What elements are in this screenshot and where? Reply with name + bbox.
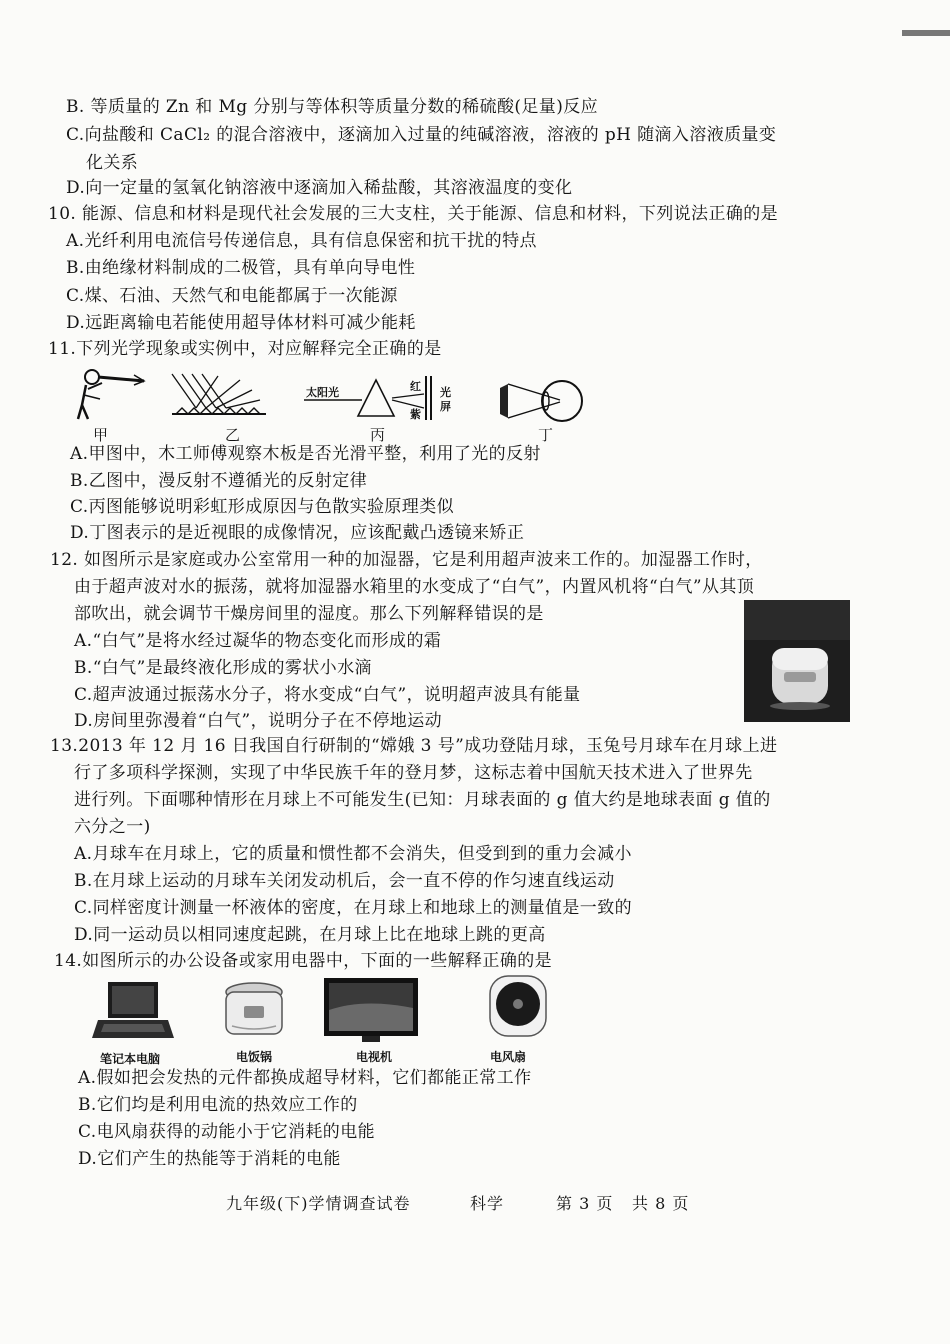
rice-cooker-photo bbox=[222, 980, 286, 1042]
q10-option-a: A.光纤利用电流信号传递信息，具有信息保密和抗干扰的特点 bbox=[66, 231, 537, 251]
figure-bing-screen-label-2: 屏 bbox=[440, 400, 451, 413]
figure-bing-screen-label-1: 光 bbox=[440, 386, 451, 399]
figure-bing-red-label: 红 bbox=[410, 380, 421, 393]
q10-option-d: D.远距离输电若能使用超导体材料可减少能耗 bbox=[66, 313, 416, 333]
q12-option-a: A.“白气”是将水经过凝华的物态变化而形成的霜 bbox=[74, 631, 442, 651]
q12-stem-line-3: 部吹出，就会调节干燥房间里的湿度。那么下列解释错误的是 bbox=[74, 604, 544, 624]
q12-stem-line-1: 12. 如图所示是家庭或办公室常用一种的加湿器，它是利用超声波来工作的。加湿器工作时， bbox=[50, 550, 763, 570]
footer-subject: 科学 bbox=[470, 1194, 505, 1213]
q10-stem: 10. 能源、信息和材料是现代社会发展的三大支柱，关于能源、信息和材料，下列说法正确的是 bbox=[48, 204, 779, 224]
footer-total-pages: 共 8 页 bbox=[632, 1194, 690, 1213]
q14-option-a: A.假如把会发热的元件都换成超导材料，它们都能正常工作 bbox=[78, 1068, 532, 1088]
q11-option-c: C.丙图能够说明彩虹形成原因与色散实验原理类似 bbox=[70, 497, 455, 517]
figure-ding-label: 丁 bbox=[538, 426, 554, 444]
q13-stem-line-1: 13.2013 年 12 月 16 日我国自行研制的“嫦娥 3 号”成功登陆月球，玉兔号月球车在月球上进 bbox=[50, 736, 778, 756]
figure-yi-diffuse-reflection bbox=[168, 370, 272, 418]
q11-option-b: B.乙图中，漫反射不遵循光的反射定律 bbox=[70, 471, 368, 491]
q9-option-c-continued: 化关系 bbox=[86, 153, 139, 173]
q13-stem-line-4: 六分之一) bbox=[74, 817, 151, 837]
figure-bing-label: 丙 bbox=[370, 426, 386, 444]
electric-fan-caption: 电风扇 bbox=[490, 1050, 527, 1064]
q9-option-b: B. 等质量的 Zn 和 Mg 分别与等体积等质量分数的稀硫酸(足量)反应 bbox=[66, 97, 599, 117]
figure-jia-carpenter bbox=[74, 365, 150, 421]
q10-option-b: B.由绝缘材料制成的二极管，具有单向导电性 bbox=[66, 258, 416, 278]
q14-option-b: B.它们均是利用电流的热效应工作的 bbox=[78, 1095, 358, 1115]
q11-option-a: A.甲图中，木工师傅观察木板是否光滑平整，利用了光的反射 bbox=[70, 444, 541, 464]
q10-option-c: C.煤、石油、天然气和电能都属于一次能源 bbox=[66, 286, 398, 306]
laptop-caption: 笔记本电脑 bbox=[100, 1052, 161, 1066]
humidifier-photo bbox=[744, 600, 850, 722]
q14-stem: 14.如图所示的办公设备或家用电器中，下面的一些解释正确的是 bbox=[54, 951, 553, 971]
q13-option-b: B.在月球上运动的月球车关闭发动机后，会一直不停的作匀速直线运动 bbox=[74, 871, 615, 891]
q13-stem-line-2: 行了多项科学探测，实现了中华民族千年的登月梦，这标志着中国航天技术进入了世界先 bbox=[74, 763, 753, 783]
footer-page-number: 第 3 页 bbox=[556, 1194, 614, 1213]
q11-option-d: D.丁图表示的是近视眼的成像情况，应该配戴凸透镜来矫正 bbox=[70, 523, 525, 543]
q12-option-b: B.“白气”是最终液化形成的雾状小水滴 bbox=[74, 658, 372, 678]
figure-ding-eye bbox=[498, 378, 584, 426]
figure-yi-label: 乙 bbox=[225, 426, 241, 444]
q12-option-d: D.房间里弥漫着“白气”，说明分子在不停地运动 bbox=[74, 711, 443, 731]
q13-option-c: C.同样密度计测量一杯液体的密度，在月球上和地球上的测量值是一致的 bbox=[74, 898, 633, 918]
q9-option-c: C.向盐酸和 CaCl₂ 的混合溶液中，逐滴加入过量的纯碱溶液，溶液的 pH 随滴入溶液质量变 bbox=[66, 125, 777, 145]
laptop-photo bbox=[92, 978, 174, 1044]
figure-bing-sunlight-label: 太阳光 bbox=[306, 386, 339, 399]
figure-bing-violet-label: 紫 bbox=[410, 408, 421, 421]
q12-option-c: C.超声波通过振荡水分子，将水变成“白气”，说明超声波具有能量 bbox=[74, 685, 581, 705]
q14-option-d: D.它们产生的热能等于消耗的电能 bbox=[78, 1149, 341, 1169]
rice-cooker-caption: 电饭锅 bbox=[236, 1050, 273, 1064]
tv-photo bbox=[324, 978, 418, 1044]
q11-stem: 11.下列光学现象或实例中，对应解释完全正确的是 bbox=[48, 339, 442, 359]
figure-jia-label: 甲 bbox=[93, 426, 109, 444]
q9-option-d: D.向一定量的氢氧化钠溶液中逐滴加入稀盐酸，其溶液温度的变化 bbox=[66, 178, 573, 198]
q13-stem-line-3: 进行列。下面哪种情形在月球上不可能发生(已知：月球表面的 g 值大约是地球表面 g 值的 bbox=[74, 790, 771, 810]
q12-stem-line-2: 由于超声波对水的振荡，就将加湿器水箱里的水变成了“白气”，内置风机将“白气”从其顶 bbox=[74, 577, 755, 597]
electric-fan-photo bbox=[486, 972, 550, 1044]
tv-caption: 电视机 bbox=[356, 1050, 393, 1064]
footer-exam-title: 九年级(下)学情调查试卷 bbox=[226, 1194, 411, 1213]
scan-edge-mark bbox=[902, 30, 950, 36]
q13-option-d: D.同一运动员以相同速度起跳，在月球上比在地球上跳的更高 bbox=[74, 925, 546, 945]
q13-option-a: A.月球车在月球上，它的质量和惯性都不会消失，但受到到的重力会减小 bbox=[74, 844, 632, 864]
q14-option-c: C.电风扇获得的动能小于它消耗的电能 bbox=[78, 1122, 376, 1142]
